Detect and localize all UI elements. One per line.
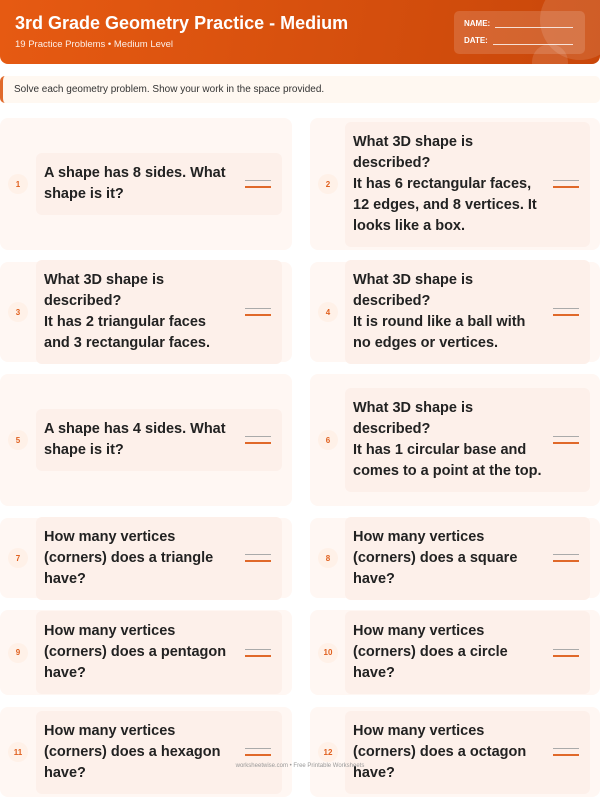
- problem-number: 12: [318, 742, 338, 762]
- question-box: [36, 611, 282, 694]
- problem-card: [0, 374, 292, 506]
- footer: worksheetwise.com • Free Printable Worksheets: [235, 763, 365, 769]
- question-text: What 3D shape is described? It has 1 circular base and comes to a point at the top.: [353, 400, 542, 479]
- question-box: [345, 122, 590, 247]
- answer-blank[interactable]: [553, 180, 579, 188]
- page-title: 3rd Grade Geometry Practice - Medium: [15, 13, 349, 33]
- problem-card: [310, 518, 600, 598]
- name-label: NAME:: [464, 19, 491, 28]
- answer-blank[interactable]: [245, 554, 271, 562]
- question-text: How many vertices (corners) does a hexagon have?: [44, 722, 221, 781]
- answer-blank[interactable]: [245, 308, 271, 316]
- question-text: A shape has 4 sides. What shape is it?: [44, 421, 226, 458]
- answer-blank[interactable]: [245, 436, 271, 444]
- name-field[interactable]: [495, 20, 573, 28]
- problem-number: 10: [318, 643, 338, 663]
- question-text: How many vertices (corners) does a octagon have?: [353, 722, 527, 781]
- instructions: Solve each geometry problem. Show your work in the space provided.: [0, 76, 600, 103]
- problem-card: [310, 610, 600, 695]
- question-box: [36, 711, 282, 794]
- question-box: [345, 260, 590, 364]
- question-box: [345, 388, 590, 492]
- question-text: How many vertices (corners) does a circle have?: [353, 623, 508, 681]
- problem-number: 8: [318, 548, 338, 568]
- question-box: [36, 153, 282, 215]
- name-date-box: [454, 11, 585, 54]
- answer-blank[interactable]: [245, 649, 271, 657]
- question-text: How many vertices (corners) does a triangle have?: [44, 528, 214, 587]
- problem-card: [0, 518, 292, 598]
- problem-card: [310, 118, 600, 250]
- question-text: How many vertices (corners) does a pentagon have?: [44, 623, 227, 681]
- problem-card: [0, 610, 292, 695]
- question-box: [36, 260, 282, 364]
- date-label: DATE:: [464, 36, 488, 45]
- problem-number: 11: [8, 742, 28, 762]
- answer-blank[interactable]: [553, 649, 579, 657]
- problem-card: [310, 707, 600, 797]
- problem-number: 5: [8, 430, 28, 450]
- answer-blank[interactable]: [553, 308, 579, 316]
- problem-card: [310, 374, 600, 506]
- question-box: [36, 409, 282, 471]
- question-text: What 3D shape is described? It has 2 triangular faces and 3 rectangular faces.: [44, 272, 211, 351]
- problem-card: [0, 262, 292, 362]
- problem-number: 7: [8, 548, 28, 568]
- answer-blank[interactable]: [553, 436, 579, 444]
- answer-blank[interactable]: [245, 748, 271, 756]
- question-text: How many vertices (corners) does a square have?: [353, 528, 518, 587]
- question-box: [345, 711, 590, 794]
- problem-number: 2: [318, 174, 338, 194]
- answer-blank[interactable]: [245, 180, 271, 188]
- question-text: What 3D shape is described? It has 6 rectangular faces, 12 edges, and 8 vertices. It looks like a box.: [353, 133, 537, 234]
- problem-number: 4: [318, 302, 338, 322]
- problem-card: [310, 262, 600, 362]
- question-text: What 3D shape is described? It is round like a ball with no edges or vertices.: [353, 272, 526, 351]
- question-box: [345, 611, 590, 694]
- problem-card: [0, 707, 292, 797]
- problem-number: 3: [8, 302, 28, 322]
- problem-number: 9: [8, 643, 28, 663]
- question-text: A shape has 8 sides. What shape is it?: [44, 165, 226, 202]
- question-box: [36, 517, 282, 600]
- problem-number: 1: [8, 174, 28, 194]
- problem-card: [0, 118, 292, 250]
- question-box: [345, 517, 590, 600]
- problem-grid: [0, 118, 600, 797]
- date-field[interactable]: [493, 37, 573, 45]
- page-subtitle: 19 Practice Problems • Medium Level: [15, 39, 174, 50]
- answer-blank[interactable]: [553, 748, 579, 756]
- problem-number: 6: [318, 430, 338, 450]
- answer-blank[interactable]: [553, 554, 579, 562]
- worksheet-header: [0, 0, 600, 64]
